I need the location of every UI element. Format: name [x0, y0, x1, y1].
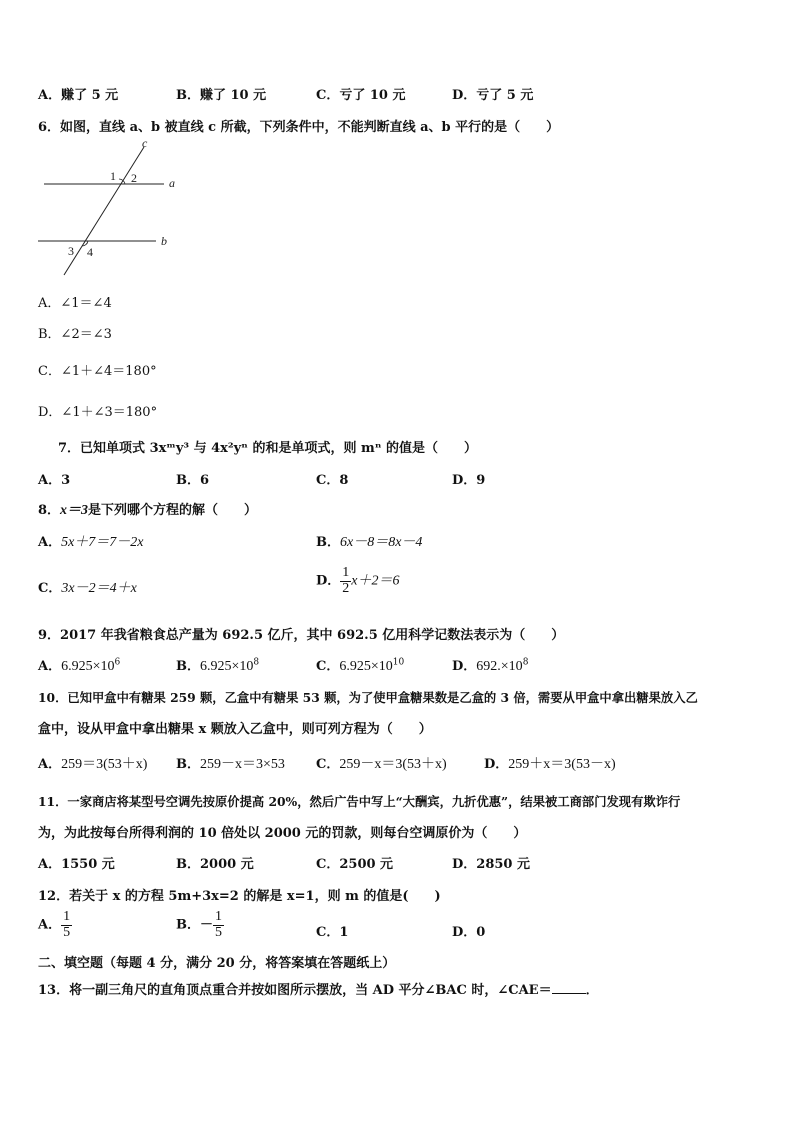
q10-option-d: D．259＋x＝3(53－x): [484, 757, 616, 772]
q9-option-d: D．$692.\times 10^8$: [452, 657, 529, 674]
q11-line2: 为，为此按每台所得利润的 10 倍处以 2000 元的罚款，则每台空调原价为（ ）: [38, 826, 527, 841]
q6-option-a: A．∠1＝∠4: [38, 296, 112, 311]
q7-option-d: D．9: [452, 473, 486, 488]
answer-blank[interactable]: [552, 981, 586, 994]
q10-line2: 盒中，设从甲盒中拿出糖果 x 颗放入乙盒中，则可列方程为（ ）: [38, 722, 432, 737]
q11-line1: 11．一家商店将某型号空调先按原价提高 20%，然后广告中写上“大酬宾，九折优惠”，结果被工商部门发现有欺诈行: [38, 794, 681, 809]
q6-option-d: D．∠1＋∠3＝180°: [38, 405, 158, 420]
q12-option-b: B．－ $\frac{1}{5}$: [176, 909, 222, 940]
q8-stem: [38, 499, 257, 519]
q5-option-c: C．亏了 10 元: [316, 88, 406, 103]
q6-stem: 6．如图，直线 a、b 被直线 c 所截，下列条件中，不能判断直线 a、b 平行的是（ ）: [38, 120, 560, 135]
q11-option-c: C．2500 元: [316, 857, 394, 872]
q5-option-b: B．赚了 10 元: [176, 88, 267, 103]
q8-stem-math: x＝3: [60, 503, 89, 518]
q8-option-a: A．5x＋7＝7－2x: [38, 535, 144, 550]
q10-option-a: A．259＝3(53＋x): [38, 757, 148, 772]
q5-option-a: A．赚了 5 元: [38, 88, 119, 103]
q7-option-c: C．8: [316, 473, 349, 488]
q12-fraction-a: $\frac{1}{5}$: [63, 909, 71, 940]
q7-stem: 7．已知单项式 3xᵐy³ 与 4x²yⁿ 的和是单项式，则 mⁿ 的值是（ ）: [58, 441, 478, 456]
q8-option-b: B．6x－8＝8x－4: [316, 535, 423, 550]
q9-option-c: C．$6.925\times 10^{10}$: [316, 657, 405, 674]
q8-eq-b: 6x－8＝8x－4: [340, 535, 423, 550]
q8-option-c: C．3x－2＝4＋x: [38, 581, 137, 596]
q9-option-a: A．$6.925\times 10^6$: [38, 657, 121, 674]
line-c: [64, 147, 144, 275]
q7-option-b: B．6: [176, 473, 210, 488]
q10-option-c: C．259－x＝3(53＋x): [316, 757, 447, 772]
q12-stem: 12．若关于 x 的方程 5m+3x=2 的解是 x=1，则 m 的值是( ): [38, 889, 441, 904]
q9-stem: 9．2017 年我省粮食总产量为 692.5 亿斤，其中 692.5 亿用科学记数法表示为（ ）: [38, 628, 565, 643]
q11-option-d: D．2850 元: [452, 857, 530, 872]
q8-stem-text: 是下列哪个方程的解（ ）: [88, 503, 258, 518]
q6-option-b: B．∠2＝∠3: [38, 327, 112, 342]
section-heading: 二、填空题（每题 4 分，满分 20 分，将答案填在答题纸上）: [38, 956, 396, 971]
angle-4: 4: [87, 245, 93, 259]
angle-2: 2: [131, 171, 137, 185]
q12-option-c: C．1: [316, 925, 349, 940]
q6-option-c: C．∠1＋∠4＝180°: [38, 364, 157, 379]
q13-stem: 13．将一副三角尺的直角顶点重合并按如图所示摆放，当 AD 平分∠BAC 时，∠CAE＝ ．: [38, 983, 599, 998]
q8-eq-c: 3x－2＝4＋x: [61, 581, 137, 596]
q8-number: 8．: [38, 503, 61, 518]
q8-fraction: $\frac{1}{2}$: [342, 565, 350, 596]
angle-1: 1: [110, 169, 116, 183]
angle-3: 3: [68, 244, 74, 258]
label-c: c: [142, 136, 148, 150]
q12-fraction-b: $\frac{1}{5}$: [215, 909, 222, 940]
q7-option-a: A．3: [38, 473, 71, 488]
q5-option-d: D．亏了 5 元: [452, 88, 534, 103]
q12-option-a: A． $\frac{1}{5}$: [38, 909, 71, 940]
label-a: a: [169, 176, 175, 190]
q10-option-b: B．259－x＝3×53: [176, 757, 285, 772]
q8-option-d: D． $\frac{1}{2}$ x＋2＝6: [316, 565, 400, 596]
q11-option-b: B．2000 元: [176, 857, 254, 872]
q10-line1: 10．已知甲盒中有糖果 259 颗，乙盒中有糖果 53 颗，为了使甲盒糖果数是乙盒的 3 倍，需要从甲盒中拿出糖果放入乙: [38, 690, 698, 705]
q12-option-d: D．0: [452, 925, 486, 940]
label-b: b: [161, 234, 167, 248]
q11-option-a: A．1550 元: [38, 857, 115, 872]
q9-option-b: B．$6.925\times 10^8$: [176, 657, 260, 674]
q8-eq-d: x＋2＝6: [351, 573, 400, 589]
q6-figure: [34, 135, 184, 280]
q8-eq-a: 5x＋7＝7－2x: [61, 535, 144, 550]
